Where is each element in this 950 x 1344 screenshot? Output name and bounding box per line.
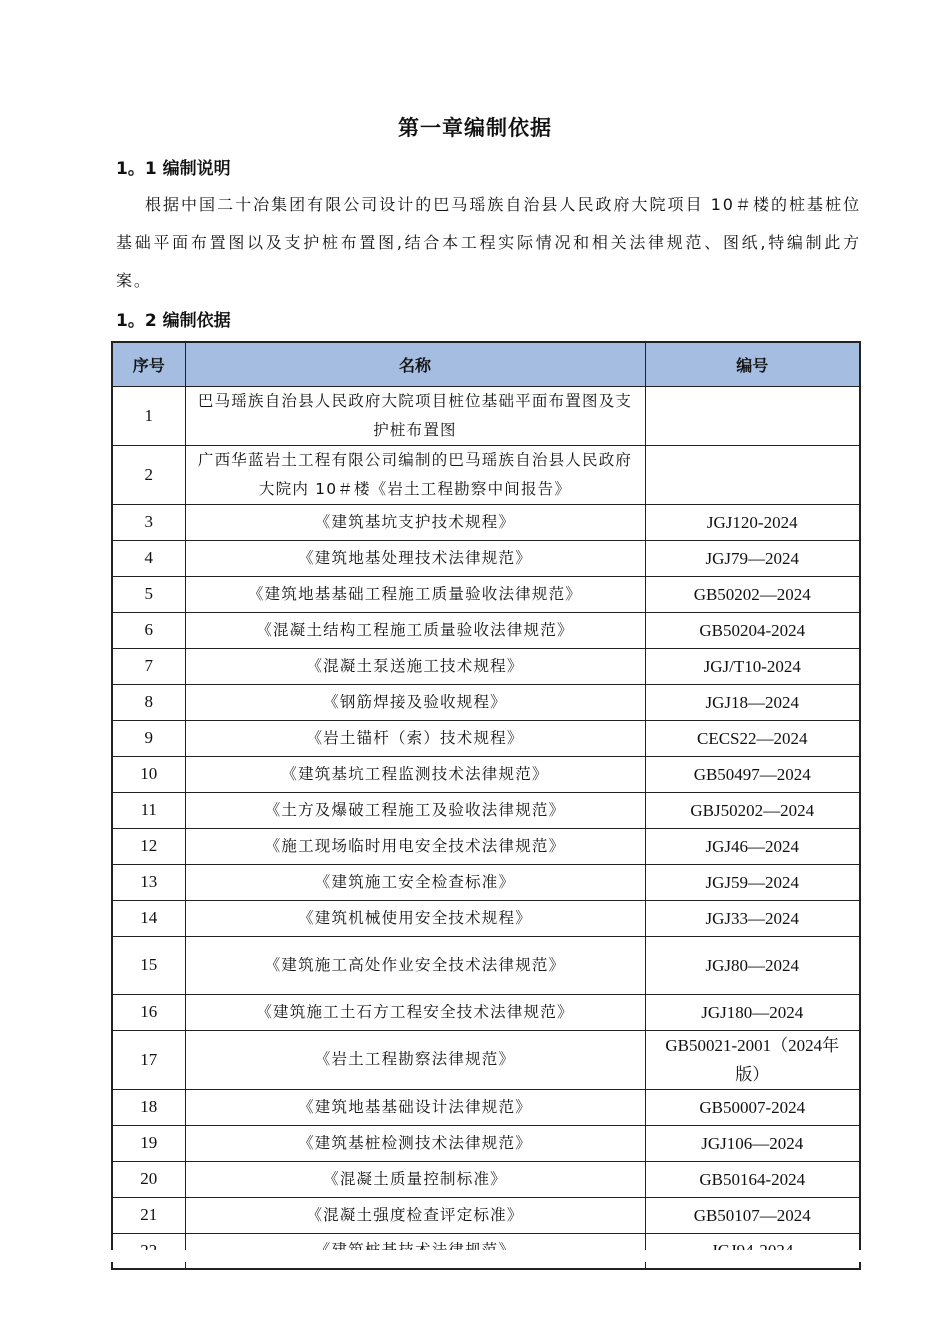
cell-code: GB50107—2024 (645, 1197, 860, 1233)
cell-name: 《混凝土泵送施工技术规程》 (185, 648, 645, 684)
cell-code: JGJ106—2024 (645, 1125, 860, 1161)
cell-index: 4 (112, 540, 185, 576)
cell-name: 《土方及爆破工程施工及验收法律规范》 (185, 792, 645, 828)
cell-name: 《岩土工程勘察法律规范》 (185, 1030, 645, 1089)
cell-index: 5 (112, 576, 185, 612)
page-cut-mask (111, 1250, 861, 1262)
cell-name: 《建筑地基基础工程施工质量验收法律规范》 (185, 576, 645, 612)
table-row (112, 504, 860, 540)
table-row (112, 828, 860, 864)
table-row (112, 612, 860, 648)
table-row (112, 994, 860, 1030)
cell-code: JGJ33—2024 (645, 900, 860, 936)
table-row (112, 1030, 860, 1089)
cell-code: GB50021-2001（2024年版） (645, 1030, 860, 1089)
table-row (112, 540, 860, 576)
cell-name: 《建筑基桩检测技术法律规范》 (185, 1125, 645, 1161)
header-name: 名称 (185, 342, 645, 386)
table-row (112, 864, 860, 900)
cell-index: 15 (112, 936, 185, 994)
cell-name: 《建筑机械使用安全技术规程》 (185, 900, 645, 936)
header-index: 序号 (112, 342, 185, 386)
table-row (112, 648, 860, 684)
cell-name: 《建筑施工高处作业安全技术法律规范》 (185, 936, 645, 994)
cell-name: 《建筑基坑支护技术规程》 (185, 504, 645, 540)
cell-index: 12 (112, 828, 185, 864)
cell-code: JGJ59—2024 (645, 864, 860, 900)
cell-name: 《建筑地基基础设计法律规范》 (185, 1089, 645, 1125)
cell-name: 《建筑地基处理技术法律规范》 (185, 540, 645, 576)
cell-code: JGJ79—2024 (645, 540, 860, 576)
cell-code: CECS22—2024 (645, 720, 860, 756)
table-row (112, 1161, 860, 1197)
table-row (112, 936, 860, 994)
table-row (112, 720, 860, 756)
cell-code: JGJ180—2024 (645, 994, 860, 1030)
table-row (112, 576, 860, 612)
cell-index: 10 (112, 756, 185, 792)
table-row (112, 684, 860, 720)
header-code: 编号 (645, 342, 860, 386)
table-header-row (112, 342, 860, 386)
cell-code: GB50202—2024 (645, 576, 860, 612)
cell-name: 巴马瑶族自治县人民政府大院项目桩位基础平面布置图及支护桩布置图 (185, 386, 645, 445)
cell-name: 《建筑施工安全检查标准》 (185, 864, 645, 900)
cell-index: 3 (112, 504, 185, 540)
table-row (112, 792, 860, 828)
cell-code: JGJ46—2024 (645, 828, 860, 864)
cell-index: 2 (112, 445, 185, 504)
table-row (112, 386, 860, 445)
cell-code: JGJ80—2024 (645, 936, 860, 994)
cell-name: 《混凝土强度检查评定标准》 (185, 1197, 645, 1233)
chapter-title: 第一章编制依据 (398, 116, 552, 140)
section-heading-1-1: 1。1 编制说明 (116, 159, 231, 179)
cell-index: 18 (112, 1089, 185, 1125)
cell-code: GB50007-2024 (645, 1089, 860, 1125)
cell-name: 《建筑施工土石方工程安全技术法律规范》 (185, 994, 645, 1030)
table-row (112, 1197, 860, 1233)
cell-index: 19 (112, 1125, 185, 1161)
cell-code: GBJ50202—2024 (645, 792, 860, 828)
table-row (112, 900, 860, 936)
cell-code: JGJ18—2024 (645, 684, 860, 720)
cell-name: 广西华蓝岩土工程有限公司编制的巴马瑶族自治县人民政府大院内 10＃楼《岩土工程勘察中间报告》 (185, 445, 645, 504)
cell-name: 《施工现场临时用电安全技术法律规范》 (185, 828, 645, 864)
cell-index: 20 (112, 1161, 185, 1197)
cell-index: 7 (112, 648, 185, 684)
table-row (112, 445, 860, 504)
cell-index: 14 (112, 900, 185, 936)
table-row (112, 1125, 860, 1161)
cell-code: JGJ/T10-2024 (645, 648, 860, 684)
cell-index: 21 (112, 1197, 185, 1233)
cell-index: 9 (112, 720, 185, 756)
cell-index: 16 (112, 994, 185, 1030)
cell-name: 《岩土锚杆（索）技术规程》 (185, 720, 645, 756)
cell-name: 《混凝土质量控制标准》 (185, 1161, 645, 1197)
table-row (112, 1089, 860, 1125)
table-body (112, 386, 860, 1269)
cell-code: GB50204-2024 (645, 612, 860, 648)
cell-code: GB50497—2024 (645, 756, 860, 792)
cell-code: JGJ120-2024 (645, 504, 860, 540)
cell-index: 8 (112, 684, 185, 720)
table-row (112, 756, 860, 792)
cell-index: 13 (112, 864, 185, 900)
cell-index: 6 (112, 612, 185, 648)
cell-index: 11 (112, 792, 185, 828)
section-heading-1-2: 1。2 编制依据 (116, 311, 231, 331)
cell-index: 17 (112, 1030, 185, 1089)
cell-index: 1 (112, 386, 185, 445)
cell-name: 《建筑基坑工程监测技术法律规范》 (185, 756, 645, 792)
cell-code (645, 445, 860, 504)
reference-table (111, 341, 861, 1270)
cell-name: 《混凝土结构工程施工质量验收法律规范》 (185, 612, 645, 648)
cell-name: 《钢筋焊接及验收规程》 (185, 684, 645, 720)
cell-code (645, 386, 860, 445)
section-1-1-paragraph: 根据中国二十冶集团有限公司设计的巴马瑶族自治县人民政府大院项目 10＃楼的桩基桩位基础平面布置图以及支护桩布置图,结合本工程实际情况和相关法律规范、图纸,特编制此方案。 (116, 195, 861, 290)
cell-code: GB50164-2024 (645, 1161, 860, 1197)
